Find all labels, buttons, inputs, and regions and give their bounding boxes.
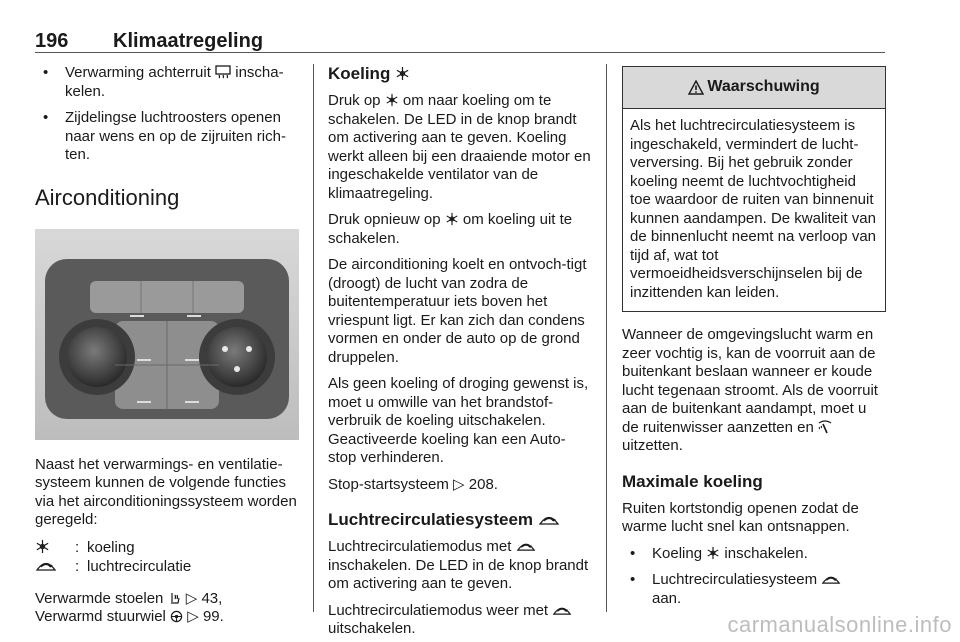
section-heading: Airconditioning	[35, 184, 180, 210]
snowflake-icon	[385, 93, 399, 107]
reference-arrow-icon: ▷	[453, 475, 465, 493]
warning-box	[622, 66, 886, 312]
recirculation-icon	[552, 604, 572, 617]
list-item: • Koeling inschakelen.	[622, 545, 886, 564]
paragraph: Luchtrecirculatiemodus met inschakelen. De LED in de knop brandt om activering aan te geven.	[328, 538, 589, 592]
paragraph: Ruiten kortstondig openen zodat de warme lucht snel kan ontsnappen.	[622, 499, 859, 535]
heated-seat-icon	[168, 591, 182, 605]
rear-window-heating-icon	[215, 65, 231, 79]
recirculation-icon	[821, 573, 841, 586]
list-item: • Luchtrecirculatiesysteem aan.	[622, 571, 886, 608]
section-heading-max-cooling: Maximale koeling	[622, 471, 763, 491]
paragraph: Als geen koeling of droging gewenst is, moet u omwille van het brandstof-verbruik de koeling uitschakelen. Geactiveerde koeling kan een Auto-stop verhinderen.	[328, 375, 589, 466]
recirculation-icon	[35, 559, 57, 573]
stop-start-ref: Stop-startsysteem ▷ 208.	[328, 475, 498, 493]
list-item: • Zijdelingse luchtroosters openen naar wens en op de zijruiten rich-ten.	[35, 109, 299, 165]
warning-triangle-icon	[688, 80, 704, 95]
list-item: • Verwarming achterruit inscha-kelen.	[35, 64, 299, 101]
paragraph: Druk opnieuw op om koeling uit te schakelen.	[328, 211, 573, 247]
climate-control-panel-photo	[35, 229, 299, 440]
snowflake-icon	[395, 66, 410, 81]
page-header	[35, 30, 885, 54]
watermark: carmanualsonline.info	[727, 612, 952, 637]
warning-title: Waarschuwing	[707, 78, 820, 96]
warning-body: Als het luchtrecirculatiesysteem is ingeschakeld, vermindert de lucht-verversing. Bij het gebruik zonder koeling neemt de luchtvochtigheid toe waardoor de ruiten van binnenuit kunnen aandampen. De kwaliteit van de binnenlucht neemt na verloop van tijd af, wat tot vermoeidheidsverschijnselen bij de inzittenden kan leiden.	[630, 117, 877, 301]
warning-header	[623, 67, 885, 109]
column-2	[328, 64, 592, 639]
seat-heating-ref: Verwarmde stoelen ▷ 43,	[35, 589, 223, 607]
column-1	[35, 64, 299, 627]
paragraph: Druk op om naar koeling om te schakelen. De LED in de knop brandt om activering aan te geven. Koeling werkt alleen bij een draaiende motor en ingeschakelde ventilator van de klimaatregeling.	[328, 92, 591, 202]
function-legend	[35, 538, 299, 576]
reference-arrow-icon: ▷	[185, 589, 198, 607]
snowflake-icon	[445, 212, 459, 226]
paragraph: De airconditioning koelt en ontvoch-tigt (droogt) de lucht van zodra de buitentemperatuur iets boven het vriespunt ligt. Er kan zich dan condens vormen en onder de auto op de grond druppelen.	[328, 256, 587, 366]
windscreen-wiper-icon	[818, 420, 832, 434]
snowflake-icon	[35, 539, 50, 554]
section-heading-recirculation: Luchtrecirculatiesysteem	[328, 510, 592, 530]
page-number: 196	[35, 30, 69, 52]
legend-row-cooling: : koeling	[35, 538, 299, 557]
heated-steering-wheel-icon	[170, 610, 183, 623]
recirculation-icon	[538, 513, 560, 527]
paragraph: Luchtrecirculatiemodus weer met uitschakelen.	[328, 602, 592, 639]
legend-row-recirculation: : luchtrecirculatie	[35, 557, 299, 576]
column-3	[622, 64, 886, 608]
column-divider	[313, 64, 314, 612]
section-heading-cooling: Koeling	[328, 64, 592, 84]
column-divider	[606, 64, 607, 612]
steering-wheel-heating-ref: Verwarmd stuurwiel ▷ 99.	[35, 608, 224, 625]
recirculation-icon	[516, 540, 536, 553]
page-title: Klimaatregeling	[113, 30, 264, 52]
paragraph: Wanneer de omgevingslucht warm en zeer vochtig is, kan de voorruit aan de buitenkant beslaan wanneer er koude lucht tegenaan stroomt. Als de voorruit aan de buitenkant aandampt, moet u de ruitenwisser aanzetten en uitzetten.	[622, 326, 878, 454]
intro-paragraph: Naast het verwarmings- en ventilatie-systeem kunnen de volgende functies via het airconditioningssysteem worden geregeld:	[35, 455, 297, 528]
reference-arrow-icon: ▷	[187, 608, 199, 625]
header-rule	[35, 52, 885, 53]
snowflake-icon	[706, 546, 720, 560]
